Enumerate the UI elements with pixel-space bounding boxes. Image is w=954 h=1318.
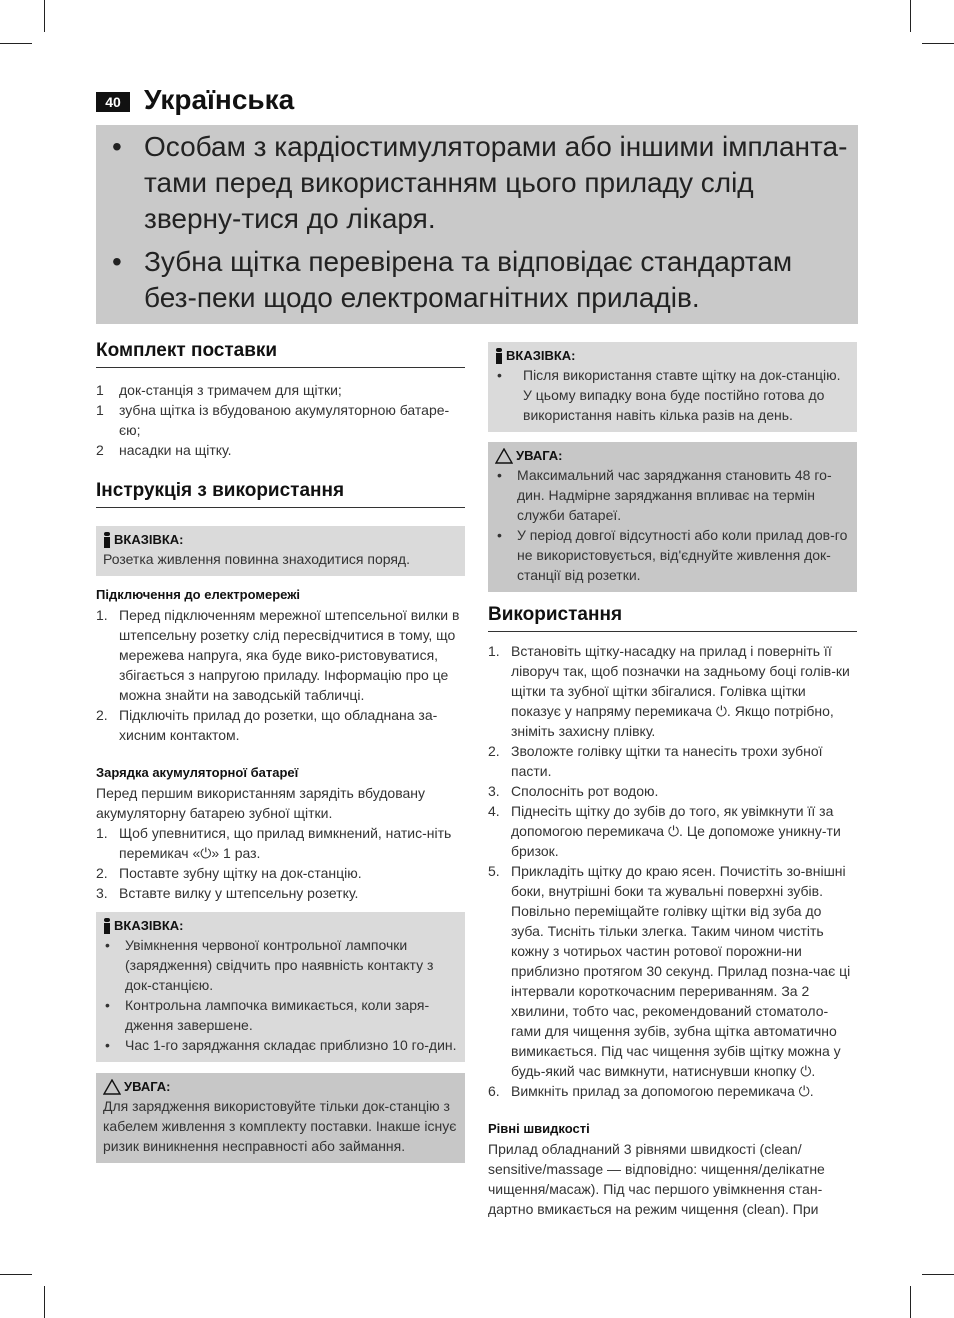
item-text: Прикладіть щітку до краю ясен. Почистіть зо-внішні боки, внутрішні боки та жувальні поверхні зубів. Повільно переміщайте голівку щітки від зуба до зуба. Тисніть тільки злегка. Таким чином чистіть кожну з чотирьох частин ротової порожни-ни приблизно протягом 30 секунд. Прилад позна-чає ці інтервали короткочасним перериванням. За 2 хвилини, тобто час, рекомендований стоматоло-гами для чищення зубів, зубна щітка автоматично вимикається. Під час чищення зубів щітку можна у будь-який час вимкнути, натиснувши кнопку ⏻. — [511, 863, 851, 1079]
bullet: • — [497, 367, 502, 383]
note-item — [103, 1035, 458, 1055]
item-text: Вставте вилку у штепсельну розетку. — [119, 885, 359, 901]
charging-steps — [96, 823, 465, 903]
safety-warning-item — [110, 244, 848, 316]
page-number: 40 — [96, 92, 130, 112]
note-label: ВКАЗІВКА: — [114, 918, 184, 933]
charging-subtitle: Зарядка акумуляторної батареї — [96, 765, 299, 780]
caution-text: Для зарядження використовуйте тільки док-станцію з кабелем живлення з комплекту поставки. Інакше існує ризик виникнення несправності або займання. — [103, 1098, 457, 1154]
power-subtitle: Підключення до електромережі — [96, 587, 301, 602]
note-item — [103, 995, 458, 1035]
item-text: Піднесіть щітку до зубів до того, як увімкнути її за допомогою перемикача ⏻. Це допоможе уникну-ти бризок. — [511, 803, 841, 859]
usage-title: Використання — [488, 604, 857, 632]
note-box — [96, 912, 465, 1062]
item-number: 1 — [96, 402, 104, 418]
crop-mark — [44, 1286, 45, 1318]
item-text: Поставте зубну щітку на док-станцію. — [119, 865, 362, 881]
list-item — [96, 863, 465, 883]
bullet: • — [112, 246, 122, 277]
crop-mark — [44, 0, 45, 32]
info-icon — [103, 918, 111, 934]
item-text: Вимкніть прилад за допомогою перемикача ⏻. — [511, 1083, 814, 1099]
item-text: Встановіть щітку-насадку на прилад і поверніть її ліворуч так, щоб позначки на задньому боці голів-ки щітки та зубної щітки збігалися. Голівка щітки показує у напряму перемикача ⏻. Якщо потрібно, зніміть захисну плівку. — [511, 643, 850, 739]
list-item — [488, 641, 857, 741]
safety-warning-item — [110, 129, 848, 237]
power-steps — [96, 605, 465, 745]
list-item — [488, 861, 857, 1081]
note-item — [103, 935, 458, 995]
safety-warning-text: Зубна щітка перевірена та відповідає стандартам без-пеки щодо електромагнітних приладів. — [144, 246, 793, 313]
note-list — [103, 935, 458, 1055]
list-item — [96, 705, 465, 745]
caution-item — [495, 465, 850, 525]
caution-label: УВАГА: — [124, 1079, 171, 1094]
crop-mark — [0, 43, 32, 44]
item-text: Сполосніть рот водою. — [511, 783, 659, 799]
note-header — [103, 531, 458, 549]
caution-item — [495, 525, 850, 585]
item-number: 5. — [488, 863, 500, 879]
list-item — [488, 781, 857, 801]
warning-triangle-icon — [495, 448, 513, 464]
note-label: ВКАЗІВКА: — [114, 532, 184, 547]
bullet: • — [105, 997, 110, 1013]
note-item-text: Після використання ставте щітку на док-станцію. У цьому випадку вона буде постійно готова до використання навіть кілька разів на день. — [523, 367, 841, 423]
list-item — [96, 883, 465, 903]
note-item-text: Контрольна лампочка вимикається, коли заря-дження завершене. — [125, 997, 430, 1033]
charging-intro: Перед першим використанням зарядіть вбудовану акумуляторну батарею зубної щітки. — [96, 785, 425, 821]
item-text: Зволожте голівку щітки та нанесіть трохи зубної пасти. — [511, 743, 823, 779]
crop-mark — [0, 1274, 32, 1275]
item-number: 6. — [488, 1083, 500, 1099]
note-label: ВКАЗІВКА: — [506, 348, 576, 363]
item-number: 1. — [488, 643, 500, 659]
caution-header — [495, 447, 850, 465]
bullet: • — [105, 1037, 110, 1053]
caution-list — [495, 465, 850, 585]
item-text: зубна щітка із вбудованою акумуляторною батаре-єю; — [119, 402, 450, 438]
page-header — [96, 84, 856, 120]
list-item — [96, 380, 465, 400]
list-item — [488, 801, 857, 861]
speeds-subtitle: Рівні швидкості — [488, 1121, 590, 1136]
kit-list — [96, 380, 465, 460]
crop-mark — [910, 0, 911, 32]
item-number: 2. — [96, 707, 108, 723]
item-number: 1 — [96, 382, 104, 398]
caution-header — [103, 1078, 458, 1096]
bullet: • — [112, 131, 122, 162]
note-list — [495, 365, 850, 425]
right-column — [488, 342, 857, 1219]
item-text: Щоб упевнитися, що прилад вимкнений, натис-ніть перемикач «⏻» 1 раз. — [119, 825, 452, 861]
note-text: Розетка живлення повинна знаходитися поряд. — [103, 551, 410, 567]
crop-mark — [910, 1286, 911, 1318]
note-header — [103, 917, 458, 935]
note-box — [96, 526, 465, 576]
caution-item-text: Максимальний час заряджання становить 48 го-дин. Надмірне заряджання впливає на термін служби батареї. — [517, 467, 832, 523]
item-number: 1. — [96, 607, 108, 623]
item-number: 3. — [488, 783, 500, 799]
caution-item-text: У період довгої відсутності або коли прилад дов-го не використовується, від'єднуйте живлення док-станції від розетки. — [517, 527, 848, 583]
bullet: • — [497, 527, 502, 543]
safety-warning-box — [96, 125, 858, 324]
list-item — [488, 1081, 857, 1101]
note-item-text: Увімкнення червоної контрольної лампочки (зарядження) свідчить про наявність контакту з док-станцією. — [125, 937, 434, 993]
info-icon — [103, 532, 111, 548]
item-number: 1. — [96, 825, 108, 841]
list-item — [96, 400, 465, 440]
item-text: Перед підключенням мережної штепсельної вилки в штепсельну розетку слід пересвідчитися в тому, що мережева напруга, яка буде вико-ристовуватися, збігається з напругою приладу. Інформацію про це можна знайти на заводській табличці. — [119, 607, 460, 703]
caution-box — [96, 1073, 465, 1163]
note-header — [495, 347, 850, 365]
note-box — [488, 342, 857, 432]
bullet: • — [105, 937, 110, 953]
list-item — [488, 741, 857, 781]
item-number: 4. — [488, 803, 500, 819]
warning-triangle-icon — [103, 1079, 121, 1095]
left-column — [96, 340, 465, 1163]
crop-mark — [922, 1274, 954, 1275]
safety-warning-text: Особам з кардіостимуляторами або іншими імпланта-тами перед використанням цього приладу слід зверну-тися до лікаря. — [144, 131, 848, 234]
item-text: насадки на щітку. — [119, 442, 232, 458]
instructions-title: Інструкція з використання — [96, 480, 465, 508]
list-item — [96, 823, 465, 863]
crop-mark — [922, 43, 954, 44]
list-item — [96, 440, 465, 460]
bullet: • — [497, 467, 502, 483]
item-number: 3. — [96, 885, 108, 901]
page-title: Українська — [144, 84, 295, 115]
usage-steps — [488, 641, 857, 1101]
note-item — [495, 365, 850, 425]
kit-title: Комплект поставки — [96, 340, 465, 368]
list-item — [96, 605, 465, 705]
item-number: 2 — [96, 442, 104, 458]
item-text: док-станція з тримачем для щітки; — [119, 382, 342, 398]
item-number: 2. — [488, 743, 500, 759]
note-item-text: Час 1-го заряджання складає приблизно 10 го-дин. — [125, 1037, 457, 1053]
speeds-text: Прилад обладнаний 3 рівнями швидкості (clean/ sensitive/massage — відповідно: чищення/делікатне чищення/масаж). Під час першого увімкнення стан-дартно вмикається на режим чищення (clean). При — [488, 1141, 825, 1217]
info-icon — [495, 348, 503, 364]
item-text: Підключіть прилад до розетки, що обладнана за-хисним контактом. — [119, 707, 438, 743]
caution-box — [488, 442, 857, 592]
caution-label: УВАГА: — [516, 448, 563, 463]
item-number: 2. — [96, 865, 108, 881]
